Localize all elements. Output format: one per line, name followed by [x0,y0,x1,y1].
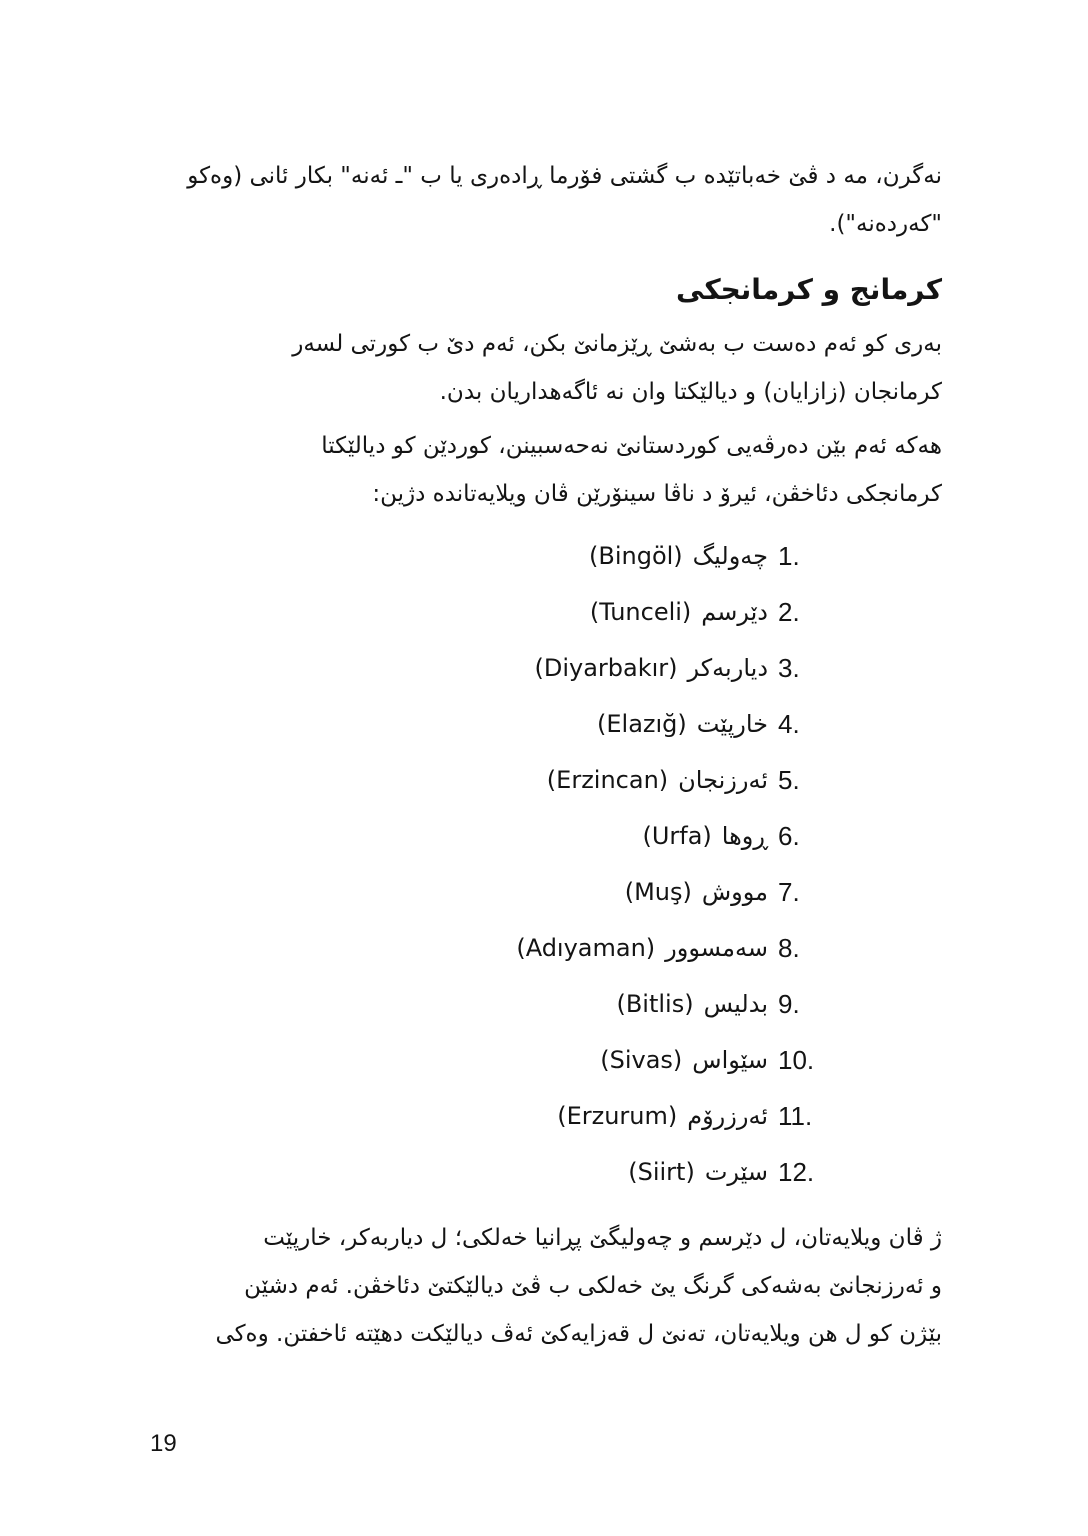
list-item [516,864,826,920]
kurdish-name: بدلیس [703,990,768,1018]
paragraph-2 [150,422,942,518]
paragraph-1-line-1: بەری کو ئەم دەست ب بەشێ ڕێزمانێ بکن، ئەم دێ ب کورتی لسەر [292,331,942,357]
list-item [516,752,826,808]
paragraph-3 [150,1214,942,1358]
intro-paragraph [150,152,942,248]
kurdish-name: دێرسم [701,598,768,626]
latin-name: (Erzincan) [546,766,669,794]
latin-name: (Adıyaman) [516,934,656,962]
list-item [516,1032,826,1088]
list-item [516,1088,826,1144]
paragraph-2-line-1: هەکە ئەم بێن دەرڤەیی کوردستانێ نەحەسبینن، کوردێن کو دیالێکتا [321,433,942,459]
paragraph-1 [150,320,942,416]
list-item [516,696,826,752]
latin-name: (Diyarbakır) [534,654,678,682]
section-heading: کرمانج و کرمانجکی [676,273,942,306]
latin-name: (Tunceli) [589,598,692,626]
latin-name: (Erzurum) [557,1102,678,1130]
kurdish-name: ئەرزنجان [678,766,768,794]
kurdish-name: سێواس [692,1046,768,1074]
item-number: 9. [778,989,800,1019]
intro-line-1: نەگرن، مە د ڤێ خەباتێدە ب گشتی فۆرما ڕادەری یا ب "ـ‌ ئەنە" بکار ئانی (وەکو [187,163,942,189]
paragraph-1-line-2: کرمانجان (زازایان) و دیالێکتا وان نە ئاگەهداریان بدن. [439,379,942,405]
latin-name: (Siirt) [628,1158,695,1186]
list-item [516,584,826,640]
list-item [516,920,826,976]
latin-name: (Bingöl) [589,542,683,570]
kurdish-name: سێرت [704,1158,768,1186]
kurdish-name: خارپێت [696,710,768,738]
kurdish-name: مووش [701,878,768,906]
item-number: 12. [778,1157,815,1187]
list-item [516,640,826,696]
kurdish-name: دیاربەکر [687,654,768,682]
item-number: 3. [778,653,800,683]
item-number: 7. [778,877,800,907]
paragraph-3-line-3: بێژن کو ل هن ویلایەتان، تەنێ ل قەزایەکێ ئەڤ دیالێکت دهێتە ئاخفتن. وەکی [215,1321,942,1347]
item-number: 5. [778,765,800,795]
kurdish-name: سەمسوور [665,934,768,962]
list-item [516,528,826,584]
page-number: 19 [150,1430,177,1457]
kurdish-name: ڕوها [721,822,768,850]
paragraph-2-line-2: کرمانجکی دئاخڤن، ئیرۆ د ناڤا سینۆرێن ڤان ویلایەتاندە دژین: [372,481,942,507]
paragraph-3-line-1: ژ ڤان ویلایەتان، ل دێرسم و چەولیگێ پڕانیا خەلکی؛ ل دیاربەکر، خارپێت [263,1225,942,1251]
item-number: 4. [778,709,800,739]
paragraph-3-line-2: و ئەرزنجانێ بەشەکی گرنگ یێ خەلکی ب ڤێ دیالێکتێ دئاخڤن. ئەم دشێن [244,1273,942,1299]
latin-name: (Elazığ) [597,710,687,738]
list-item [516,976,826,1032]
item-number: 8. [778,933,800,963]
item-number: 10. [778,1045,815,1075]
intro-line-2: "کەردەنە"). [829,211,942,237]
item-number: 1. [778,541,800,571]
latin-name: (Sivas) [600,1046,683,1074]
province-list [516,528,826,1200]
kurdish-name: ئەرزرۆم [687,1102,768,1130]
latin-name: (Bitlis) [616,990,694,1018]
item-number: 6. [778,821,800,851]
latin-name: (Muş) [624,878,692,906]
list-item [516,1144,826,1200]
latin-name: (Urfa) [642,822,712,850]
item-number: 11. [778,1101,813,1131]
list-item [516,808,826,864]
item-number: 2. [778,597,800,627]
kurdish-name: چەولیگ [692,542,768,570]
